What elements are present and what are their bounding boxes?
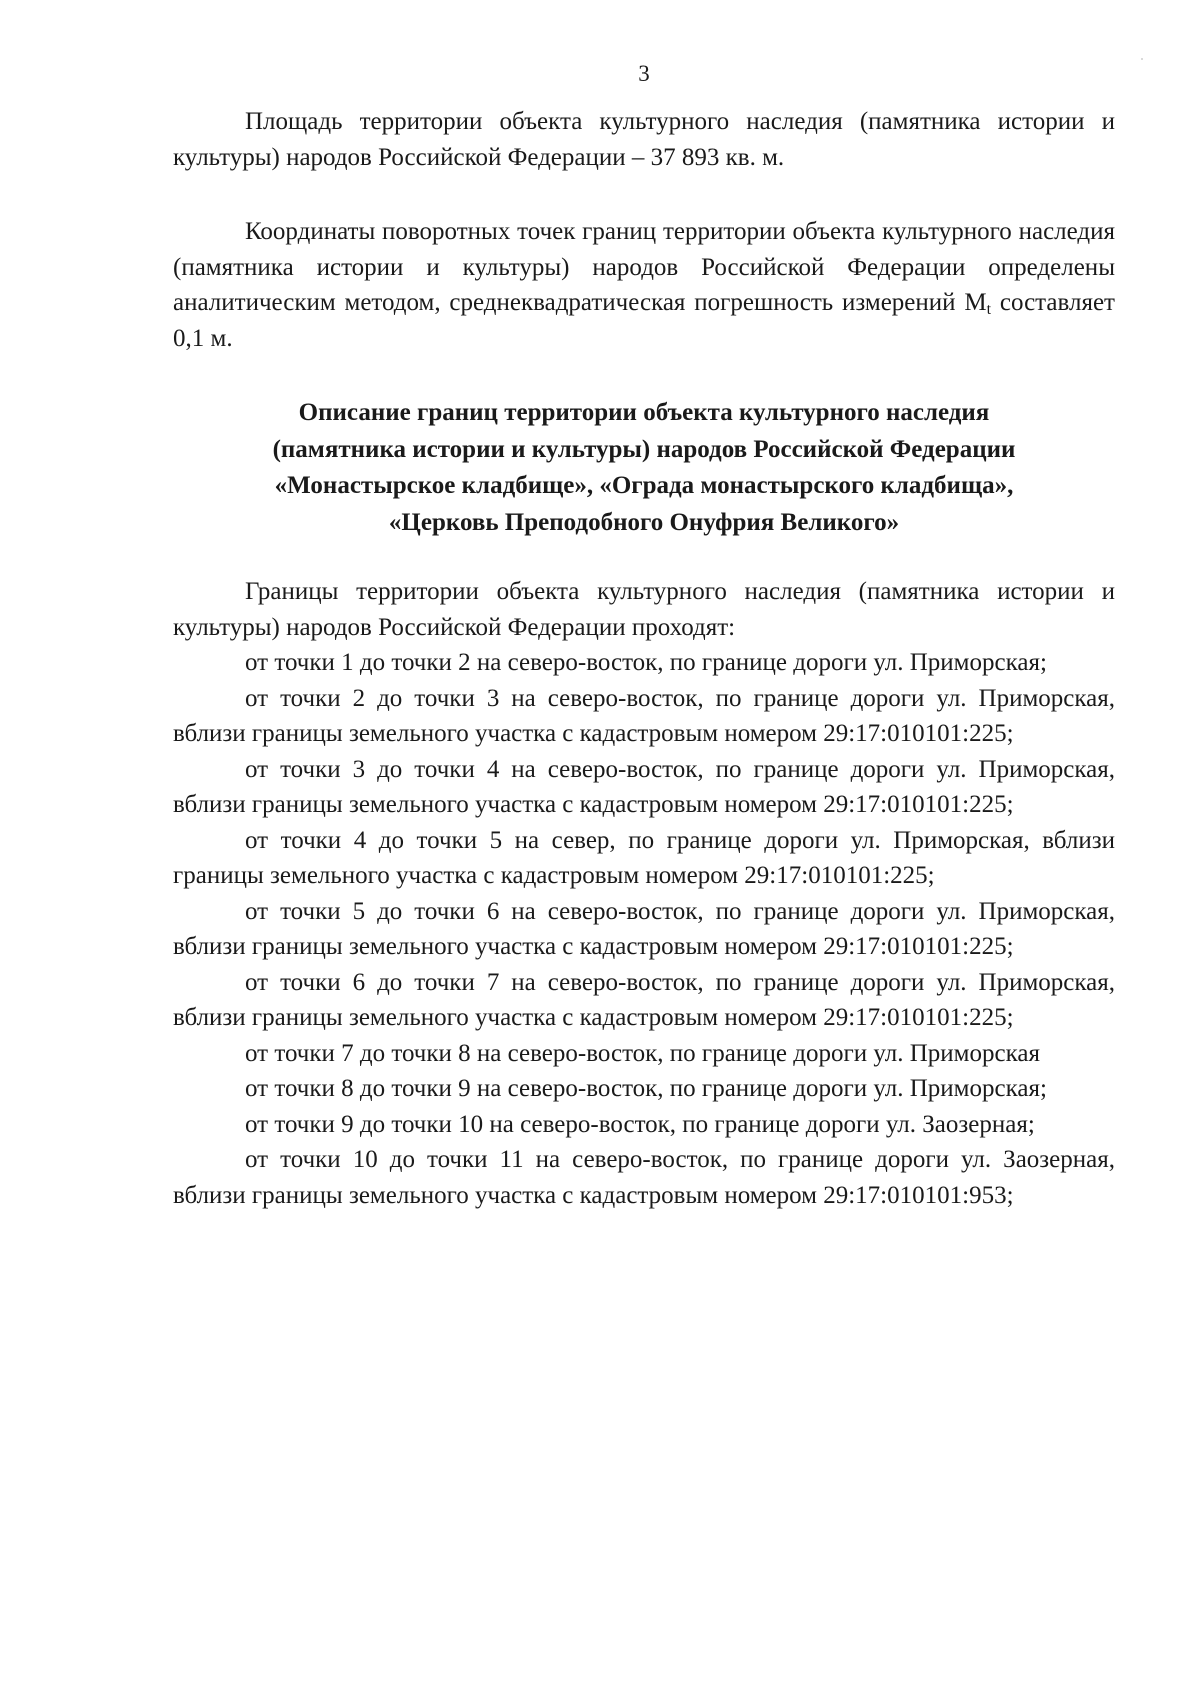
heading-line-1: Описание границ территории объекта культурного наследия	[298, 399, 990, 426]
boundary-item: от точки 6 до точки 7 на северо-восток, по границе дороги ул. Приморская, вблизи границы земельного участка с кадастровым номером 29:17:010101:225;	[173, 968, 1115, 1031]
heading-line-3: «Монастырское кладбище», «Ограда монастырского кладбища»,	[274, 472, 1014, 499]
area-paragraph-block	[173, 104, 1115, 175]
boundary-item: от точки 1 до точки 2 на северо-восток, по границе дороги ул. Приморская;	[245, 649, 1047, 676]
boundary-item: от точки 9 до точки 10 на северо-восток, по границе дороги ул. Заозерная;	[245, 1110, 1035, 1138]
boundary-list	[173, 645, 1115, 1213]
section-heading	[173, 395, 1115, 541]
coordinates-subscript: t	[986, 301, 992, 318]
page-number: 3	[638, 61, 650, 86]
boundary-item: от точки 5 до точки 6 на северо-восток, по границе дороги ул. Приморская, вблизи границы земельного участка с кадастровым номером 29:17:010101:225;	[173, 897, 1115, 960]
boundary-item: от точки 10 до точки 11 на северо-восток, по границе дороги ул. Заозерная, вблизи границы земельного участка с кадастровым номером 29:17:010101:953;	[173, 1146, 1115, 1209]
scan-speck	[1141, 58, 1143, 60]
intro-paragraph-block	[173, 574, 1115, 645]
area-paragraph: Площадь территории объекта культурного наследия (памятника истории и культуры) народов Российской Федерации – 37 893 кв. м.	[173, 108, 1115, 171]
coordinates-paragraph-block	[173, 214, 1115, 356]
boundary-item: от точки 7 до точки 8 на северо-восток, по границе дороги ул. Приморская	[245, 1039, 1040, 1067]
coordinates-paragraph	[173, 214, 1115, 356]
boundary-item: от точки 4 до точки 5 на север, по границе дороги ул. Приморская, вблизи границы земельного участка с кадастровым номером 29:17:010101:225;	[173, 826, 1115, 889]
boundary-item: от точки 2 до точки 3 на северо-восток, по границе дороги ул. Приморская, вблизи границы земельного участка с кадастровым номером 29:17:010101:225;	[173, 684, 1115, 747]
boundary-item: от точки 8 до точки 9 на северо-восток, по границе дороги ул. Приморская;	[245, 1075, 1047, 1102]
coordinates-text-before: Координаты поворотных точек границ территории объекта культурного наследия (памятника истории и культуры) народов Российской Федерации определены аналитическим методом, среднеквадратическая погрешность измерений M	[173, 218, 1115, 316]
heading-line-2: (памятника истории и культуры) народов Российской Федерации	[272, 435, 1016, 463]
coordinates-text-after: составляет 0,1 м.	[173, 289, 1115, 352]
heading-line-4: «Церковь Преподобного Онуфрия Великого»	[388, 508, 900, 536]
document-page	[173, 0, 1115, 1696]
intro-paragraph: Границы территории объекта культурного наследия (памятника истории и культуры) народов Российской Федерации проходят:	[173, 578, 1115, 641]
boundary-item: от точки 3 до точки 4 на северо-восток, по границе дороги ул. Приморская, вблизи границы земельного участка с кадастровым номером 29:17:010101:225;	[173, 755, 1115, 818]
